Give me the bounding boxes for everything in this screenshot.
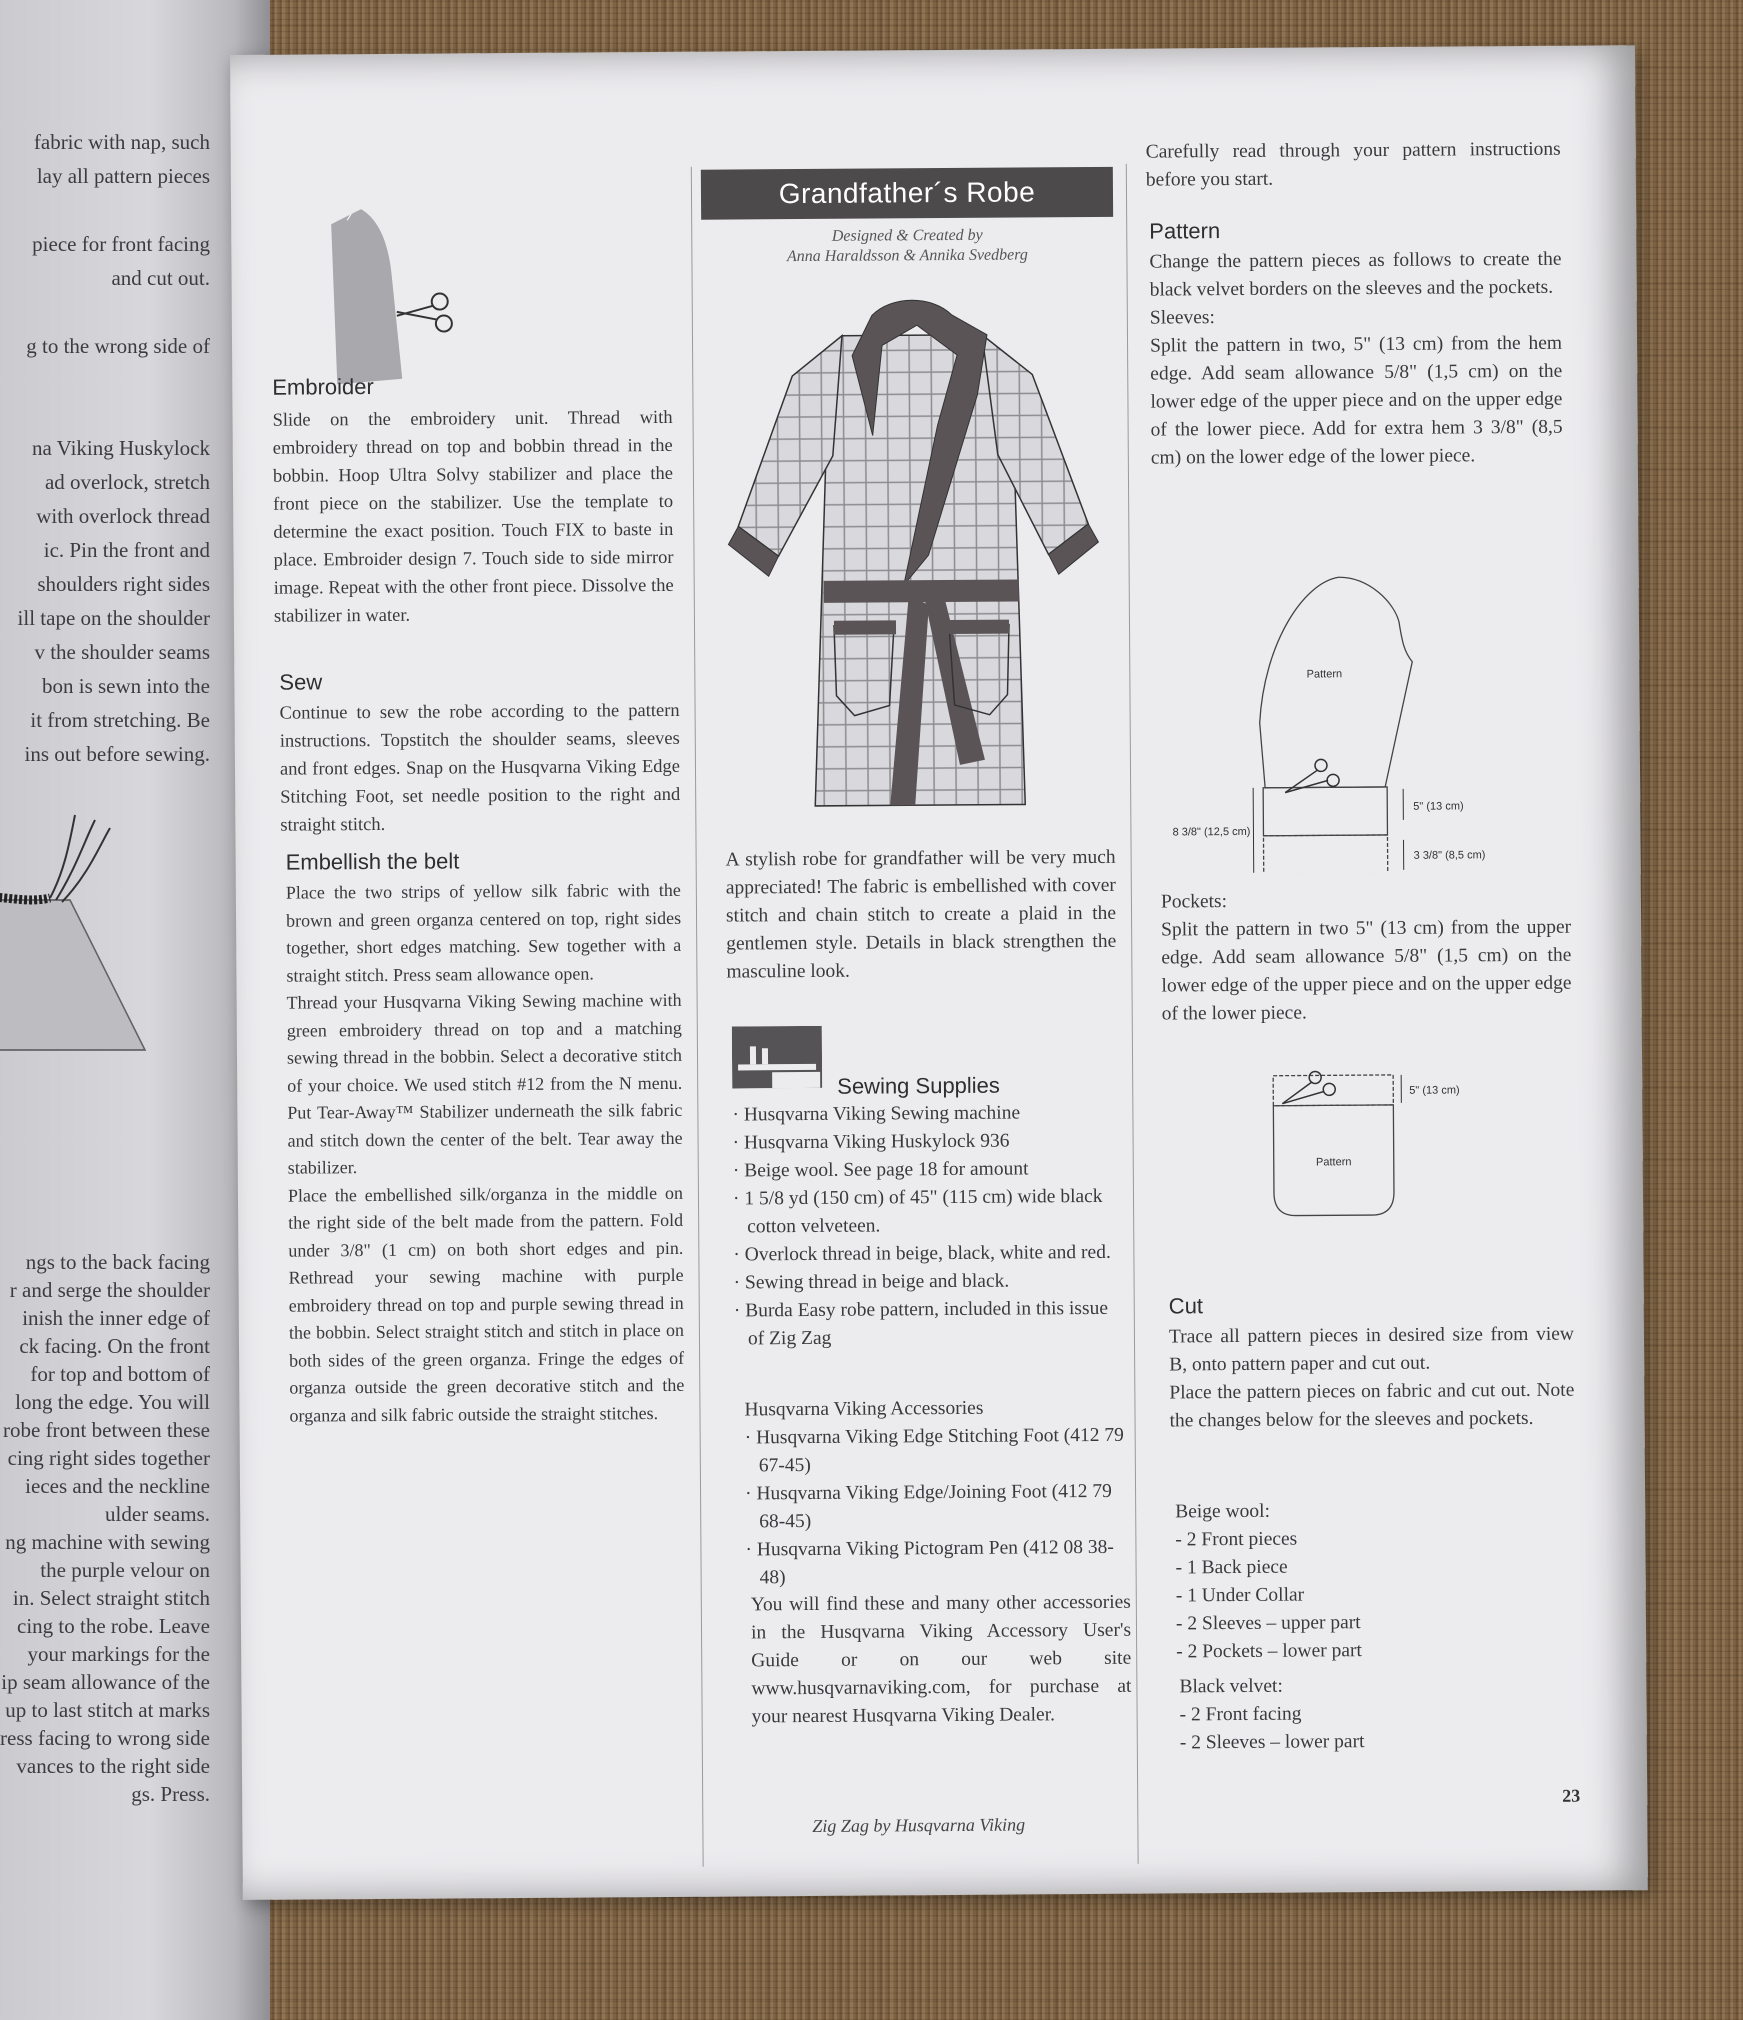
sleeve-dim-5: 5" (13 cm) bbox=[1413, 800, 1463, 812]
cut-paragraph-2: Place the pattern pieces on fabric and cut out. Note the changes below for the sleeves and pockets. bbox=[1169, 1377, 1574, 1436]
pockets-description: Split the pattern in two 5" (13 cm) from the upper edge. Add seam allowance 5/8" (1,5 cm) on the lower edge of the upper piece and on the upper edge of the lower piece. bbox=[1161, 914, 1572, 1029]
cut-heading: Cut bbox=[1169, 1293, 1203, 1319]
embellish-belt-heading: Embellish the belt bbox=[286, 848, 460, 875]
sew-text: Continue to sew the robe according to the pattern instructions. Topstitch the shoulder seams, sleeves and front edges. Snap on the Husqvarna Viking Edge Stitching Foot, set needle position to the right and straight stitch. bbox=[280, 697, 681, 840]
beige-wool-item: - 2 Front pieces bbox=[1175, 1524, 1475, 1554]
left-page-line: up to last stitch at marks bbox=[0, 1698, 210, 1723]
pockets-label: Pockets: bbox=[1161, 886, 1571, 917]
sleeve-pattern-diagram bbox=[1154, 551, 1576, 874]
overlock-illustration bbox=[0, 810, 170, 1070]
left-page-line: bon is sewn into the bbox=[0, 674, 210, 699]
supply-item: · Husqvarna Viking Huskylock 936 bbox=[733, 1127, 1123, 1158]
article-title: Grandfather´s Robe bbox=[701, 167, 1113, 220]
col3-intro: Carefully read through your pattern instructions before you start. bbox=[1146, 136, 1561, 195]
sleeve-pattern-label: Pattern bbox=[1307, 668, 1343, 680]
beige-wool-item: - 1 Under Collar bbox=[1176, 1580, 1476, 1610]
pattern-heading: Pattern bbox=[1149, 218, 1220, 244]
sleeve-dim-838: 8 3/8" (12,5 cm) bbox=[1173, 826, 1251, 839]
sleeve-dim-338: 3 3/8" (8,5 cm) bbox=[1414, 849, 1486, 862]
left-page-line: ad overlock, stretch bbox=[0, 470, 210, 495]
left-page-line: robe front between these bbox=[0, 1418, 210, 1443]
black-velvet-item: - 2 Front facing bbox=[1180, 1699, 1480, 1729]
embroider-text: Slide on the embroidery unit. Thread with embroidery thread on top and bobbin thread in the bobbin. Hoop Ultra Solvy stabilizer and place the front piece on the stabilizer. Use the template to determine the exact position. Touch FIX to baste in place. Embroider design 7. Touch side to side mirror image. Repeat with the other front piece. Dissolve the stabilizer in water. bbox=[272, 404, 674, 631]
left-page-line: shoulders right sides bbox=[0, 572, 210, 597]
left-page-line: it from stretching. Be bbox=[0, 708, 210, 733]
left-page-line: ill tape on the shoulder bbox=[0, 606, 210, 631]
column-rule-1 bbox=[691, 167, 704, 1867]
left-page-line: long the edge. You will bbox=[0, 1390, 210, 1415]
cutting-illustration bbox=[301, 183, 482, 384]
sleeves-label: Sleeves: bbox=[1150, 302, 1562, 333]
accessory-item: · Husqvarna Viking Edge Stitching Foot (412 79 67-45) bbox=[745, 1422, 1130, 1481]
supply-item: · Beige wool. See page 18 for amount bbox=[733, 1155, 1123, 1186]
sewing-machine-icon bbox=[732, 1026, 822, 1089]
beige-wool-heading: Beige wool: bbox=[1175, 1496, 1475, 1526]
credit-line-1: Designed & Created by bbox=[701, 225, 1113, 248]
supply-item: · Husqvarna Viking Sewing machine bbox=[732, 1099, 1122, 1130]
left-page-line: in. Select straight stitch bbox=[0, 1586, 210, 1611]
beige-wool-item: - 1 Back piece bbox=[1175, 1552, 1475, 1582]
black-velvet-item: - 2 Sleeves – lower part bbox=[1180, 1727, 1480, 1757]
left-page-line: g to the wrong side of bbox=[0, 334, 210, 359]
sewing-supplies-list bbox=[732, 1099, 1124, 1354]
belt-paragraph-1: Place the two strips of yellow silk fabric with the brown and green organza centered on top, right sides together, short edges matching. Sew together with a straight stitch. Press seam allowance open. bbox=[286, 877, 682, 990]
sleeves-text: Split the pattern in two, 5" (13 cm) from the hem edge. Add seam allowance 5/8" (1,5 cm) on the lower edge of the upper piece and on the upper edge of the lower piece. Add for extra hem 3 3/8" (8,5 cm) on the lower edge of the lower piece. bbox=[1150, 330, 1563, 473]
left-page-line: the purple velour on bbox=[0, 1558, 210, 1583]
page-footer: Zig Zag by Husqvarna Viking bbox=[812, 1814, 1025, 1836]
beige-wool-item: - 2 Pockets – lower part bbox=[1176, 1636, 1476, 1666]
accessory-item: · Husqvarna Viking Edge/Joining Foot (412 79 68-45) bbox=[745, 1478, 1130, 1537]
left-page-line: ress facing to wrong side bbox=[0, 1726, 210, 1751]
pocket-dim-5: 5" (13 cm) bbox=[1409, 1084, 1459, 1096]
left-page-line: cing right sides together bbox=[0, 1446, 210, 1471]
left-page-line: vances to the right side bbox=[0, 1754, 210, 1779]
sew-heading: Sew bbox=[279, 669, 322, 695]
left-page-line: piece for front facing bbox=[0, 232, 210, 257]
left-page-line: ng machine with sewing bbox=[0, 1530, 210, 1555]
left-page-line: na Viking Huskylock bbox=[0, 436, 210, 461]
left-page-line: your markings for the bbox=[0, 1642, 210, 1667]
robe-intro: A stylish robe for grandfather will be very much appreciated! The fabric is embellished with cover stitch and chain stitch to create a plaid in the gentlemen style. Details in black strengthen the masculine look. bbox=[726, 844, 1117, 987]
black-velvet-list bbox=[1180, 1699, 1480, 1757]
supply-item: · Burda Easy robe pattern, included in this issue of Zig Zag bbox=[734, 1295, 1124, 1354]
left-page-line: for top and bottom of bbox=[0, 1362, 210, 1387]
black-velvet-heading: Black velvet: bbox=[1179, 1671, 1479, 1701]
closing-text: You will find these and many other accessories in the Husqvarna Viking Accessory User's Guide or on our web site www.husqvarnaviking.com, for purchase at your nearest Husqvarna Viking Dealer. bbox=[751, 1589, 1132, 1732]
cut-paragraph-1: Trace all pattern pieces in desired size from view B, onto pattern paper and cut out. bbox=[1169, 1321, 1574, 1380]
pattern-text bbox=[1149, 246, 1563, 473]
left-page-line: ulder seams. bbox=[0, 1502, 210, 1527]
sewing-supplies-heading: Sewing Supplies bbox=[837, 1073, 1000, 1100]
embellish-belt-text bbox=[286, 877, 685, 1430]
left-page-line: v the shoulder seams bbox=[0, 640, 210, 665]
left-page-line: ngs to the back facing bbox=[0, 1250, 210, 1275]
beige-wool-item: - 2 Sleeves – upper part bbox=[1176, 1608, 1476, 1638]
left-page-line: ck facing. On the front bbox=[0, 1334, 210, 1359]
credit-line-2: Anna Haraldsson & Annika Svedberg bbox=[701, 245, 1113, 268]
pocket-pattern-label: Pattern bbox=[1316, 1156, 1352, 1168]
left-page-line: ieces and the neckline bbox=[0, 1474, 210, 1499]
left-facing-page bbox=[0, 0, 270, 2020]
embroider-heading: Embroider bbox=[272, 374, 374, 401]
supply-item: · Overlock thread in beige, black, white and red. bbox=[733, 1239, 1123, 1270]
left-page-line: with overlock thread bbox=[0, 504, 210, 529]
pockets-text bbox=[1161, 886, 1572, 1029]
left-page-line: r and serge the shoulder bbox=[0, 1278, 210, 1303]
page-number: 23 bbox=[1562, 1786, 1580, 1807]
belt-paragraph-3: Place the embellished silk/organza in the middle on the right side of the belt made from the pattern. Fold under 3/8" (1 cm) on both short edges and pin. Rethread your sewing machine with purple embroidery thread on top and purple sewing thread in the bobbin. Select straight stitch and stitch in place on both sides of the green organza. Fringe the edges of organza outside the green decorative stitch and the organza and silk fabric outside the straight stitches. bbox=[288, 1179, 685, 1429]
robe-illustration bbox=[722, 294, 1106, 817]
pattern-intro: Change the pattern pieces as follows to create the black velvet borders on the sleeves and the pockets. bbox=[1149, 246, 1561, 305]
pocket-pattern-diagram bbox=[1267, 1066, 1508, 1228]
left-page-line: gs. Press. bbox=[0, 1782, 210, 1807]
left-page-line: ins out before sewing. bbox=[0, 742, 210, 767]
beige-wool-list bbox=[1175, 1524, 1476, 1666]
left-page-line: ic. Pin the front and bbox=[0, 538, 210, 563]
cut-text bbox=[1169, 1321, 1575, 1436]
left-page-line: and cut out. bbox=[0, 266, 210, 291]
belt-paragraph-2: Thread your Husqvarna Viking Sewing machine with green embroidery thread on top and a matching sewing thread in the bobbin. Select a decorative stitch of your choice. We used stitch #12 from the N menu. Put Tear-Away™ Stabilizer underneath the silk fabric and stitch down the center of the belt. Tear away the stabilizer. bbox=[287, 987, 683, 1182]
magazine-page-23 bbox=[230, 45, 1648, 1900]
accessories-heading: Husqvarna Viking Accessories bbox=[744, 1394, 1124, 1425]
supply-item: · 1 5/8 yd (150 cm) of 45" (115 cm) wide black cotton velveteen. bbox=[733, 1183, 1123, 1242]
left-page-line: inish the inner edge of bbox=[0, 1306, 210, 1331]
left-page-line: ip seam allowance of the bbox=[0, 1670, 210, 1695]
left-page-line: cing to the robe. Leave bbox=[0, 1614, 210, 1639]
supply-item: · Sewing thread in beige and black. bbox=[733, 1267, 1123, 1298]
left-page-line: fabric with nap, such bbox=[0, 130, 210, 155]
accessory-item: · Husqvarna Viking Pictogram Pen (412 08 38-48) bbox=[745, 1534, 1130, 1593]
left-page-line: lay all pattern pieces bbox=[0, 164, 210, 189]
accessories-list bbox=[745, 1422, 1131, 1593]
